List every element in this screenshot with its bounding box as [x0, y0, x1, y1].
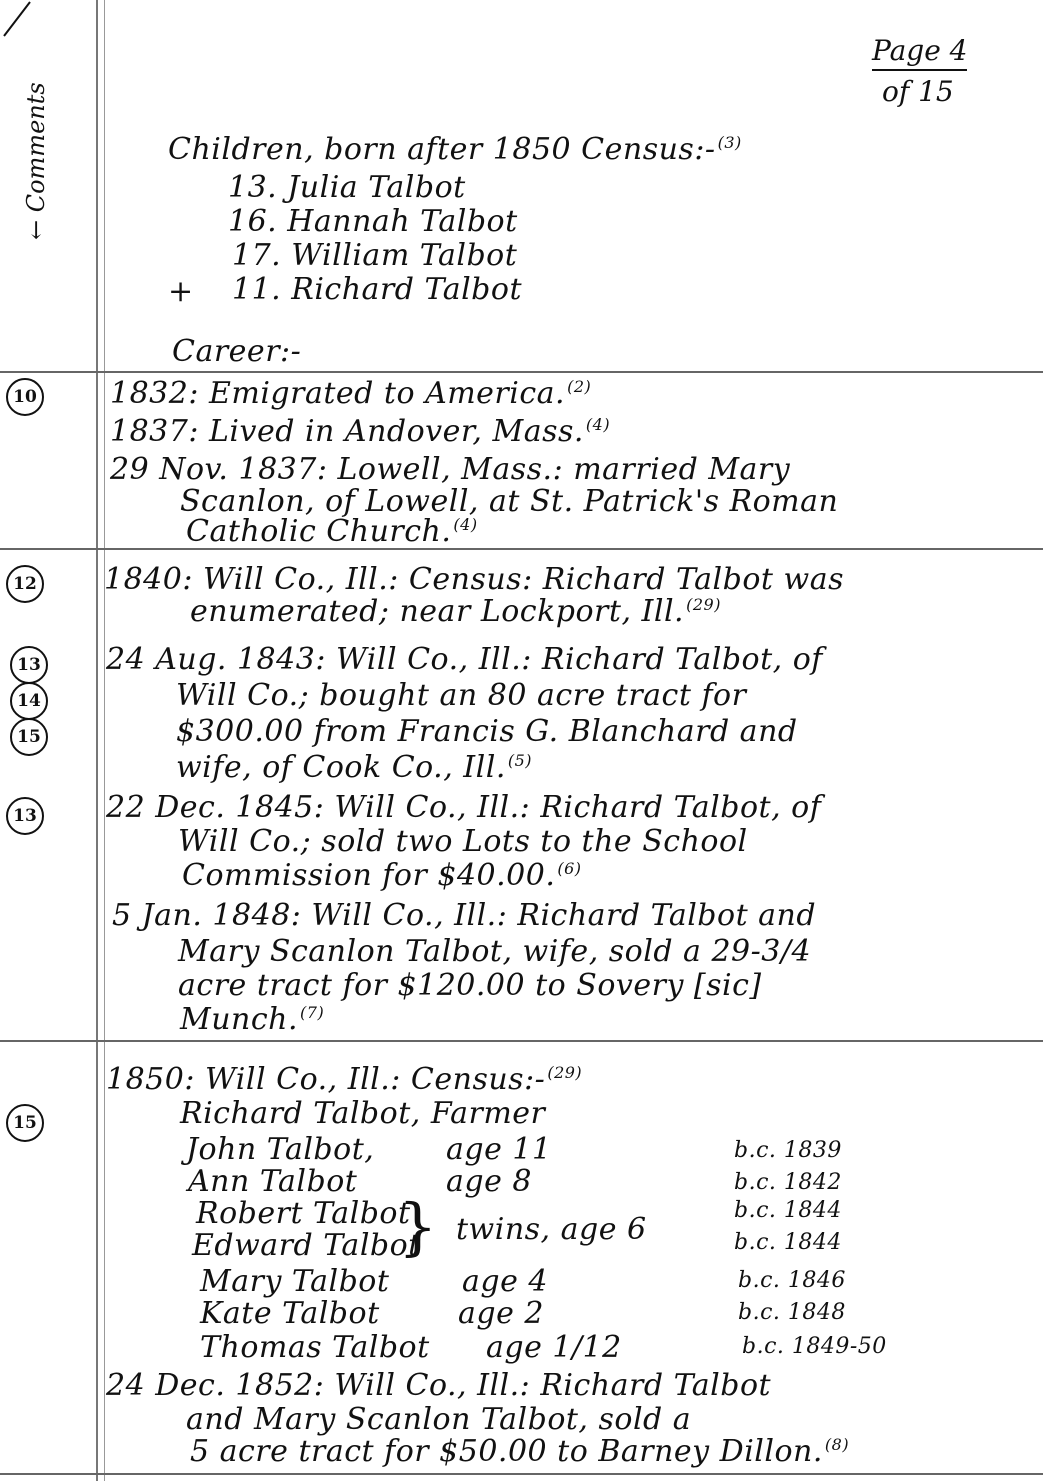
- children-heading: Children, born after 1850 Census:- $^{(3)}$: [168, 132, 742, 167]
- entry-line: Will Co.; bought an 80 acre tract for: [176, 678, 747, 713]
- twins-note: twins, age 6: [456, 1212, 647, 1247]
- entry-line: and Mary Scanlon Talbot, sold a: [186, 1402, 692, 1437]
- entry-line: 24 Dec. 1852: Will Co., Ill.: Richard Talbot: [106, 1368, 772, 1403]
- household-born: b.c. 1839: [734, 1138, 842, 1163]
- page-number-total: of 15: [882, 75, 954, 108]
- child-item: 16. Hannah Talbot: [228, 204, 518, 239]
- entry-line: acre tract for $120.00 to Sovery [sic]: [178, 968, 762, 1003]
- entry-line: Munch. $^{(7)}$: [180, 1002, 325, 1037]
- section-divider: [0, 1473, 1043, 1475]
- child-item: 11. Richard Talbot: [232, 272, 523, 307]
- entry-line: 1837: Lived in Andover, Mass. $^{(4)}$: [110, 414, 611, 449]
- reference-badge: 10: [6, 378, 44, 416]
- entry-line: Mary Scanlon Talbot, wife, sold a 29-3/4: [178, 934, 812, 969]
- entry-line: Scanlon, of Lowell, at St. Patrick's Roman: [180, 484, 839, 519]
- page-number: [872, 34, 967, 108]
- household-born: b.c. 1848: [738, 1300, 846, 1325]
- entry-line: wife, of Cook Co., Ill. $^{(5)}$: [176, 750, 533, 785]
- household-born: b.c. 1844: [734, 1198, 842, 1223]
- household-name: John Talbot,: [186, 1132, 375, 1167]
- section-divider: [0, 548, 1043, 550]
- household-name: Richard Talbot, Farmer: [180, 1096, 546, 1131]
- plus-mark: +: [168, 274, 194, 309]
- household-born: b.c. 1846: [738, 1268, 846, 1293]
- child-item: 17. William Talbot: [232, 238, 518, 273]
- section-divider: [0, 371, 1043, 373]
- household-age: age 4: [462, 1264, 548, 1299]
- reference-badge: 15: [6, 1104, 44, 1142]
- entry-line: 29 Nov. 1837: Lowell, Mass.: married Mary: [110, 452, 791, 487]
- reference-badge: 13: [10, 646, 48, 684]
- reference-badge: 14: [10, 682, 48, 720]
- household-name: Mary Talbot: [200, 1264, 390, 1299]
- entry-line: $300.00 from Francis G. Blanchard and: [176, 714, 798, 749]
- twins-brace: }: [398, 1190, 438, 1263]
- household-name: Kate Talbot: [200, 1296, 380, 1331]
- entry-line: 5 Jan. 1848: Will Co., Ill.: Richard Talbot and: [112, 898, 817, 933]
- household-born: b.c. 1844: [734, 1230, 842, 1255]
- entry-line: 1832: Emigrated to America. $^{(2)}$: [110, 376, 592, 411]
- household-age: age 8: [446, 1164, 532, 1199]
- entry-line: Commission for $40.00. $^{(6)}$: [182, 858, 582, 893]
- entry-line: enumerated; near Lockport, Ill. $^{(29)}$: [190, 594, 721, 629]
- entry-line: Will Co.; sold two Lots to the School: [178, 824, 748, 859]
- child-item: 13. Julia Talbot: [228, 170, 466, 205]
- household-name: Thomas Talbot: [200, 1330, 430, 1365]
- household-name: Edward Talbot: [192, 1228, 421, 1263]
- entry-line: 1850: Will Co., Ill.: Census:- $^{(29)}$: [106, 1062, 583, 1097]
- entry-line: 24 Aug. 1843: Will Co., Ill.: Richard Talbot, of: [106, 642, 823, 677]
- household-age: age 11: [446, 1132, 552, 1167]
- comments-margin-label: ← Comments: [22, 82, 50, 240]
- reference-badge: 12: [6, 565, 44, 603]
- entry-line: 5 acre tract for $50.00 to Barney Dillon. $^{(8)}$: [190, 1434, 850, 1469]
- career-label: Career:-: [172, 334, 302, 369]
- household-born: b.c. 1849-50: [742, 1334, 887, 1359]
- page-number-value: Page 4: [872, 34, 967, 71]
- entry-line: 1840: Will Co., Ill.: Census: Richard Talbot was: [104, 562, 844, 597]
- household-name: Ann Talbot: [188, 1164, 358, 1199]
- household-name: Robert Talbot: [196, 1196, 411, 1231]
- household-born: b.c. 1842: [734, 1170, 842, 1195]
- reference-badge: 13: [6, 797, 44, 835]
- corner-slash-mark: [0, 0, 40, 40]
- household-age: age 1/12: [486, 1330, 622, 1365]
- reference-badge: 15: [10, 718, 48, 756]
- section-divider: [0, 1040, 1043, 1042]
- entry-line: 22 Dec. 1845: Will Co., Ill.: Richard Talbot, of: [106, 790, 822, 825]
- margin-rule-inner: [104, 0, 105, 1481]
- household-age: age 2: [458, 1296, 544, 1331]
- entry-line: Catholic Church. $^{(4)}$: [186, 514, 478, 549]
- margin-rule: [96, 0, 98, 1481]
